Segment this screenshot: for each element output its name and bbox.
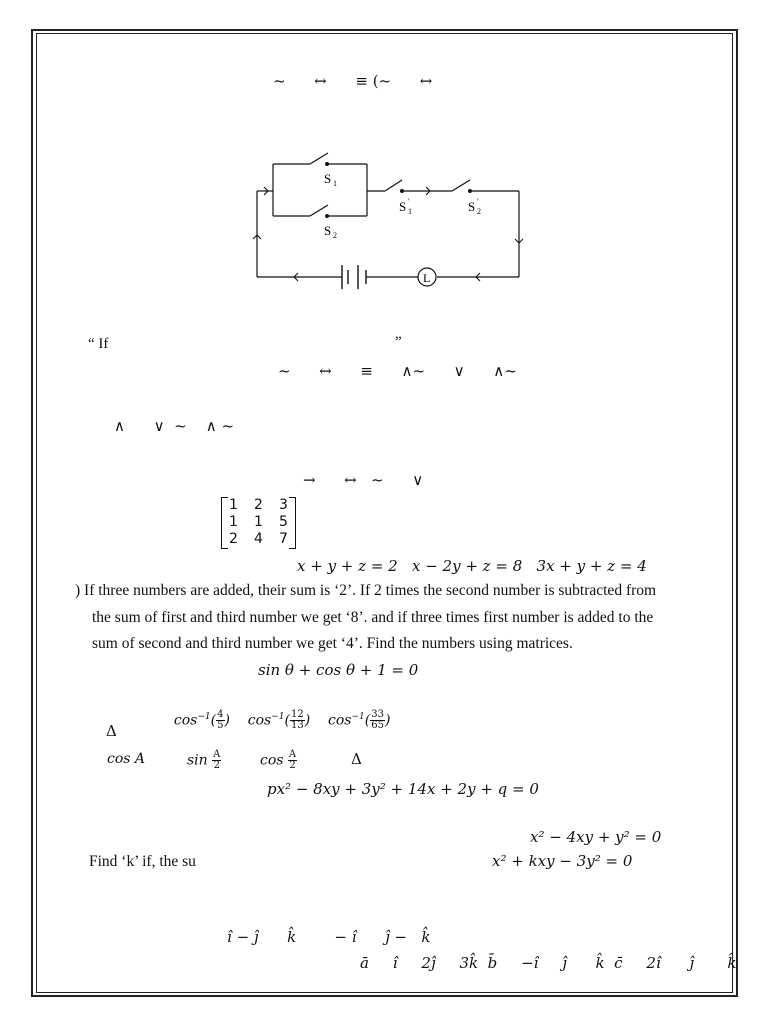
fraction-numerator: 4 [217, 709, 224, 721]
fraction-numerator: 33 [371, 709, 384, 721]
fraction-numerator: 12 [290, 709, 304, 721]
matrix-cell: 2 [254, 497, 263, 513]
circuit-diagram [250, 150, 530, 295]
vector-expressions-2: ā î 2ĵ 3k̂ b̄ −î ĵ k̂ c̄ 2î ĵ k̂ [360, 954, 737, 972]
quote-open: “ If [88, 336, 109, 352]
word-problem-line: sum of second and third number we get ‘4’. Find the numbers using matrices. [92, 635, 573, 652]
matrix-cell: 5 [279, 514, 288, 530]
logic-statement-4: → ↔ ~ ∨ [303, 471, 424, 489]
fraction-denominator: 5 [217, 720, 224, 732]
triangle-symbol: Δ [106, 722, 117, 740]
switch-s2-label: S [324, 223, 332, 238]
svg-text:′: ′ [408, 197, 410, 206]
svg-text:′: ′ [477, 197, 479, 206]
word-problem-line: ) If three numbers are added, their sum is ‘2’. If 2 times the second number is subtracted from [75, 582, 657, 599]
lamp-label: L [423, 271, 431, 285]
inverse-cos-expressions: $\cos^{-1}$( $\frac{4}{5}$ ) $\cos^{-1}$( $\frac{12}{13}$ ) $\cos^{-1}$( $\frac{33}{65}$ ) [173, 709, 391, 732]
word-problem-line: the sum of first and third number we get ‘8’. and if three times first number is added to the [92, 608, 654, 626]
vector-expressions-1: î − ĵ k̂ − î ĵ − k̂ [227, 928, 431, 946]
pair-of-lines-equation-1: x² − 4xy + y² = 0 [530, 828, 662, 846]
switch-s1-prime-label: S [399, 199, 407, 214]
quote-close: ” [395, 334, 402, 350]
pair-of-lines-equation-2: x² + kxy − 3y² = 0 [492, 852, 633, 870]
matrix-cell: 4 [254, 531, 263, 547]
matrix-cell: 1 [254, 514, 263, 530]
switch-s2-prime-subscript: 2 [477, 207, 481, 216]
matrix-cell: 1 [229, 514, 238, 530]
logic-statement-3: ∧ ∨ ~ ∧ ~ [114, 417, 235, 435]
matrix-cell: 2 [229, 531, 238, 547]
cos-half-a-expression: cos $\frac{A}{2}$ [260, 749, 297, 771]
switch-s2-prime-label: S [468, 199, 476, 214]
matrix [221, 497, 296, 549]
matrix-cell: 1 [229, 497, 238, 513]
fraction-denominator: 65 [371, 720, 384, 732]
word-problem [75, 578, 725, 658]
switch-s1-subscript: 1 [333, 179, 337, 188]
triangle-area-symbol: Δ [351, 750, 362, 768]
switch-s1-label: S [324, 171, 332, 186]
fraction-denominator: 13 [290, 720, 304, 732]
cos-a-expression: cos A [107, 751, 146, 767]
find-k-question: Find ‘k’ if, the su [89, 853, 196, 870]
sin-half-a-expression: sin $\frac{A}{2}$ [187, 749, 221, 771]
logic-statement-2: ~ ↔ ≡ ∧~ ∨ ∧~ [278, 362, 517, 380]
switch-s1-prime-subscript: 1 [408, 207, 412, 216]
conic-equation: px² − 8xy + 3y² + 14x + 2y + q = 0 [267, 780, 539, 798]
switch-s2-subscript: 2 [333, 231, 337, 240]
trig-equation: sin θ + cos θ + 1 = 0 [258, 661, 419, 679]
logic-statement-1: ~ ↔ ≡ (~ ↔ [273, 72, 433, 90]
matrix-cell: 3 [279, 497, 288, 513]
linear-equations: x + y + z = 2 x − 2y + z = 8 3x + y + z = 4 [297, 557, 647, 575]
matrix-cell: 7 [279, 531, 288, 547]
